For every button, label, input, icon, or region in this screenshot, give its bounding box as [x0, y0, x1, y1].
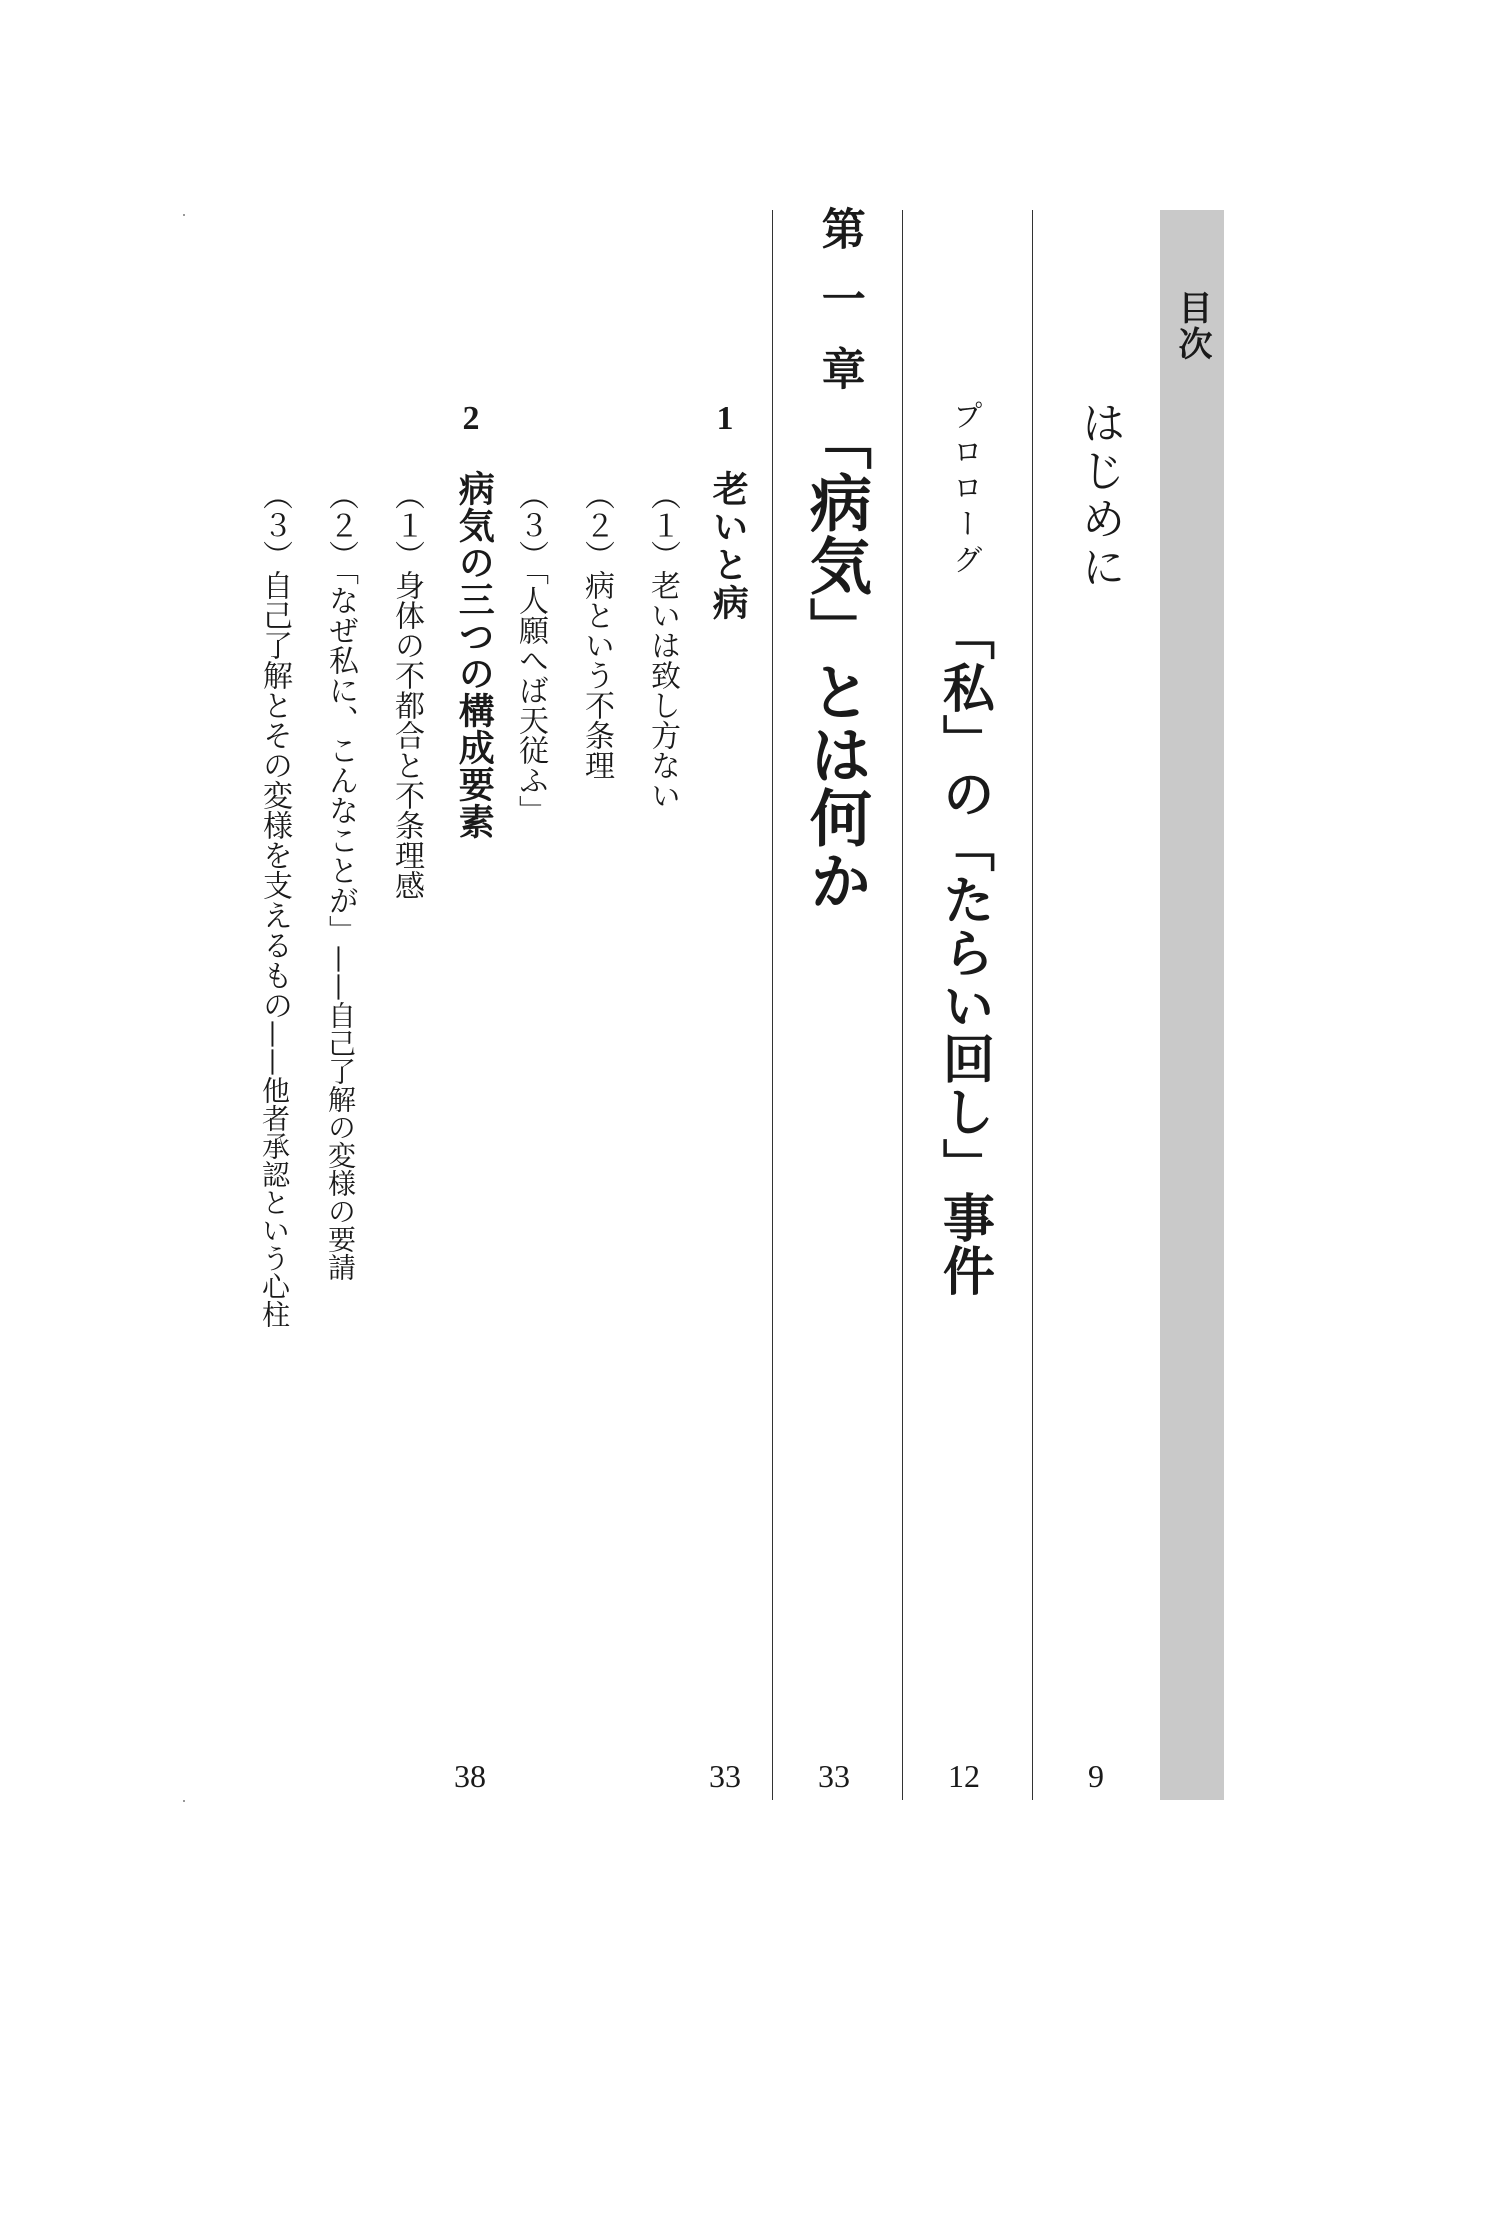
item-number: （３）	[257, 480, 292, 570]
toc-entry-item[interactable]	[512, 480, 548, 825]
divider-line	[772, 210, 773, 1800]
item-number: （１）	[645, 480, 680, 570]
item-title: 「なぜ私に、こんなことが」	[323, 570, 358, 945]
toc-entry-chapter-1[interactable]: 「病気」とは何か	[799, 408, 873, 912]
page-number: 9	[1088, 1758, 1104, 1794]
item-number: （３）	[513, 480, 548, 570]
item-number: （２）	[579, 480, 614, 570]
toc-entry-item[interactable]	[644, 480, 680, 810]
divider-line	[1032, 210, 1033, 1800]
prologue-label: プロローグ	[947, 400, 982, 580]
toc-entry-item[interactable]	[256, 480, 292, 1328]
item-title: 病という不条理	[579, 570, 614, 780]
scan-mark	[183, 214, 185, 216]
item-title: 身体の不都合と不条理感	[389, 570, 424, 900]
item-title: 「人願へば天従ふ」	[513, 570, 548, 825]
divider-line	[902, 210, 903, 1800]
item-number: （２）	[323, 480, 358, 570]
toc-title: 目次	[1172, 290, 1212, 362]
item-title: 老いは致し方ない	[645, 570, 680, 810]
toc-entry-item[interactable]	[322, 480, 358, 1281]
toc-entry-section-1[interactable]: 老いと病	[707, 470, 750, 622]
item-number: （１）	[389, 480, 424, 570]
page-number: 12	[948, 1758, 980, 1794]
section-number: 2	[462, 400, 480, 437]
page-number: 38	[454, 1758, 486, 1794]
item-title: 自己了解とその変様を支えるもの	[257, 570, 292, 1020]
page-number: 33	[818, 1758, 850, 1794]
toc-entry-item[interactable]	[578, 480, 614, 780]
toc-entry-item[interactable]	[388, 480, 424, 900]
toc-header-band	[1160, 210, 1224, 1800]
toc-entry-intro[interactable]: はじめに	[1073, 400, 1125, 592]
item-subtitle: ——自己了解の変様の要請	[324, 945, 357, 1281]
toc-entry-section-2[interactable]: 病気の三つの構成要素	[453, 470, 496, 840]
toc-entry-prologue[interactable]: 「私」の「たらい回し」事件	[933, 608, 995, 1297]
item-subtitle: ——他者承認という心柱	[258, 1020, 291, 1328]
page-number: 33	[709, 1758, 741, 1794]
section-number: 1	[716, 400, 734, 437]
scan-mark	[183, 1800, 185, 1802]
chapter-label: 第一章	[813, 206, 865, 416]
